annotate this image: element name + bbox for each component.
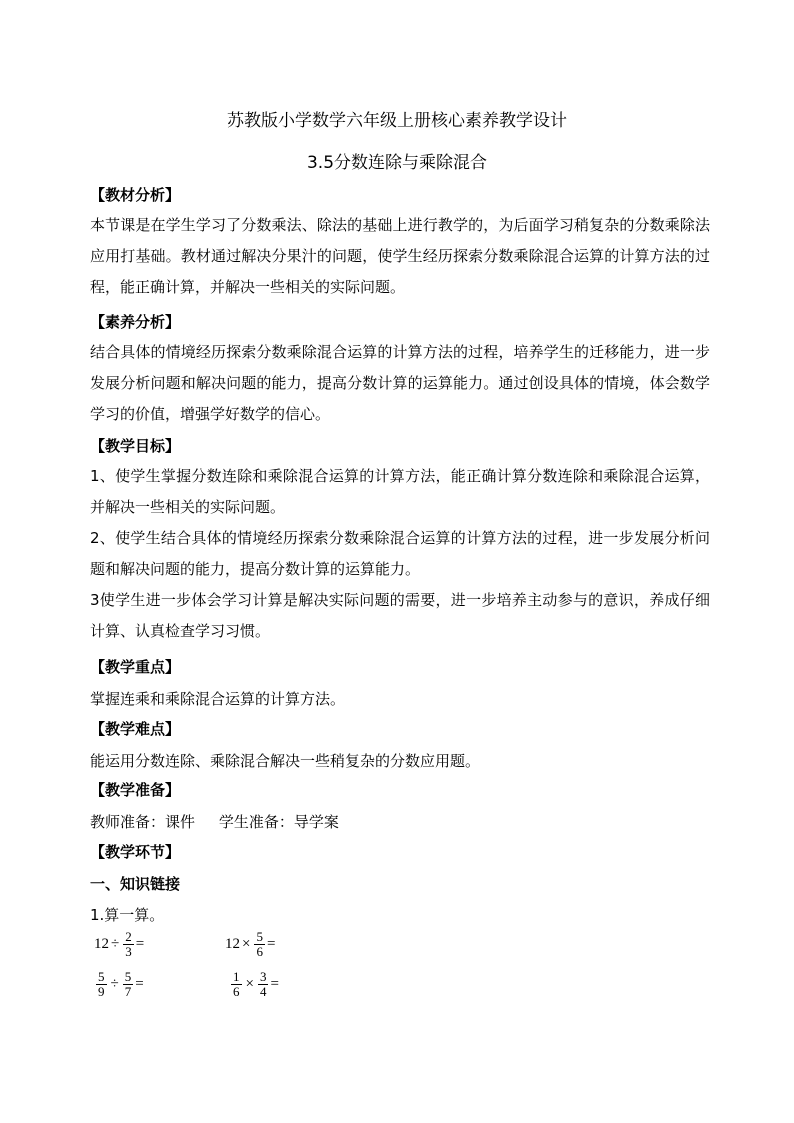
textbook-analysis-text: 本节课是在学生学习了分数乘法、除法的基础上进行教学的，为后面学习稍复杂的分数乘除法应用打基础。教材通过解决分果汁的问题，使学生经历探索分数乘除混合运算的计算方法的过程，能正确计算，并解决一些相关的实际问题。 [90, 216, 710, 296]
divide-sign: ÷ [110, 976, 119, 992]
section-heading-difficulties: 【教学难点】 [90, 720, 181, 738]
exercise-2-integer: 12 [225, 936, 240, 952]
numerator: 5 [124, 969, 132, 984]
exercise-3 [94, 970, 144, 999]
denominator: 6 [256, 944, 263, 959]
teaching-goal-3: 3使学生进一步体会学习计算是解决实际问题的需要，进一步培养主动参与的意识，养成仔细计算、认真检查学习习惯。 [90, 591, 710, 640]
equals-sign: = [270, 976, 279, 992]
section-heading-preparation: 【教学准备】 [90, 781, 181, 799]
multiply-sign: × [245, 976, 254, 992]
numerator: 2 [125, 929, 132, 944]
exercise-1 [94, 930, 144, 959]
equals-sign: = [135, 976, 144, 992]
section-heading-teaching-steps: 【教学环节】 [90, 843, 181, 861]
numerator: 5 [98, 969, 105, 984]
denominator: 7 [124, 984, 132, 999]
numerator: 1 [233, 969, 240, 984]
difficulties-text: 能运用分数连除、乘除混合解决一些稍复杂的分数应用题。 [90, 752, 481, 770]
exercise-2-fraction [254, 930, 265, 959]
literacy-analysis-text: 结合具体的情境经历探索分数乘除混合运算的计算方法的过程，培养学生的迁移能力，进一步发展分析问题和解决问题的能力，提高分数计算的运算能力。通过创设具体的情境，体会数学学习的价值，增强学好数学的信心。 [90, 343, 710, 423]
part-heading-knowledge-link: 一、知识链接 [90, 875, 181, 893]
numerator: 3 [259, 969, 267, 984]
section-heading-key-points: 【教学重点】 [90, 658, 181, 676]
denominator: 6 [233, 984, 240, 999]
numerator: 5 [256, 929, 263, 944]
key-points-text: 掌握连乘和乘除混合运算的计算方法。 [90, 690, 346, 708]
lesson-title: 3.5分数连除与乘除混合 [306, 153, 488, 173]
section-heading-textbook-analysis: 【教材分析】 [90, 186, 181, 204]
exercise-1-fraction [123, 930, 134, 959]
question-calculate: 1.算一算。 [90, 906, 165, 924]
denominator: 4 [259, 984, 267, 999]
equals-sign: = [135, 936, 145, 952]
section-heading-teaching-goals: 【教学目标】 [90, 437, 181, 455]
preparation-text: 教师准备：课件 学生准备：导学案 [90, 813, 339, 831]
equals-sign: = [266, 936, 276, 952]
exercise-4 [229, 970, 279, 999]
exercise-4-fraction-1 [231, 970, 242, 999]
denominator: 3 [125, 944, 132, 959]
exercise-3-fraction-1 [96, 970, 107, 999]
exercise-2 [225, 930, 275, 959]
multiply-sign: × [242, 936, 251, 952]
divide-sign: ÷ [111, 936, 120, 952]
denominator: 9 [98, 984, 105, 999]
section-heading-literacy-analysis: 【素养分析】 [90, 313, 181, 331]
exercise-1-integer: 12 [94, 936, 109, 952]
exercise-3-fraction-2 [123, 970, 134, 999]
document-title: 苏教版小学数学六年级上册核心素养教学设计 [227, 111, 567, 131]
teaching-goal-1: 1、使学生掌握分数连除和乘除混合运算的计算方法，能正确计算分数连除和乘除混合运算，并解决一些相关的实际问题。 [90, 467, 710, 516]
exercise-4-fraction-2 [258, 970, 269, 999]
teaching-goal-2: 2、使学生结合具体的情境经历探索分数乘除混合运算的计算方法的过程，进一步发展分析问题和解决问题的能力，提高分数计算的运算能力。 [90, 529, 710, 578]
